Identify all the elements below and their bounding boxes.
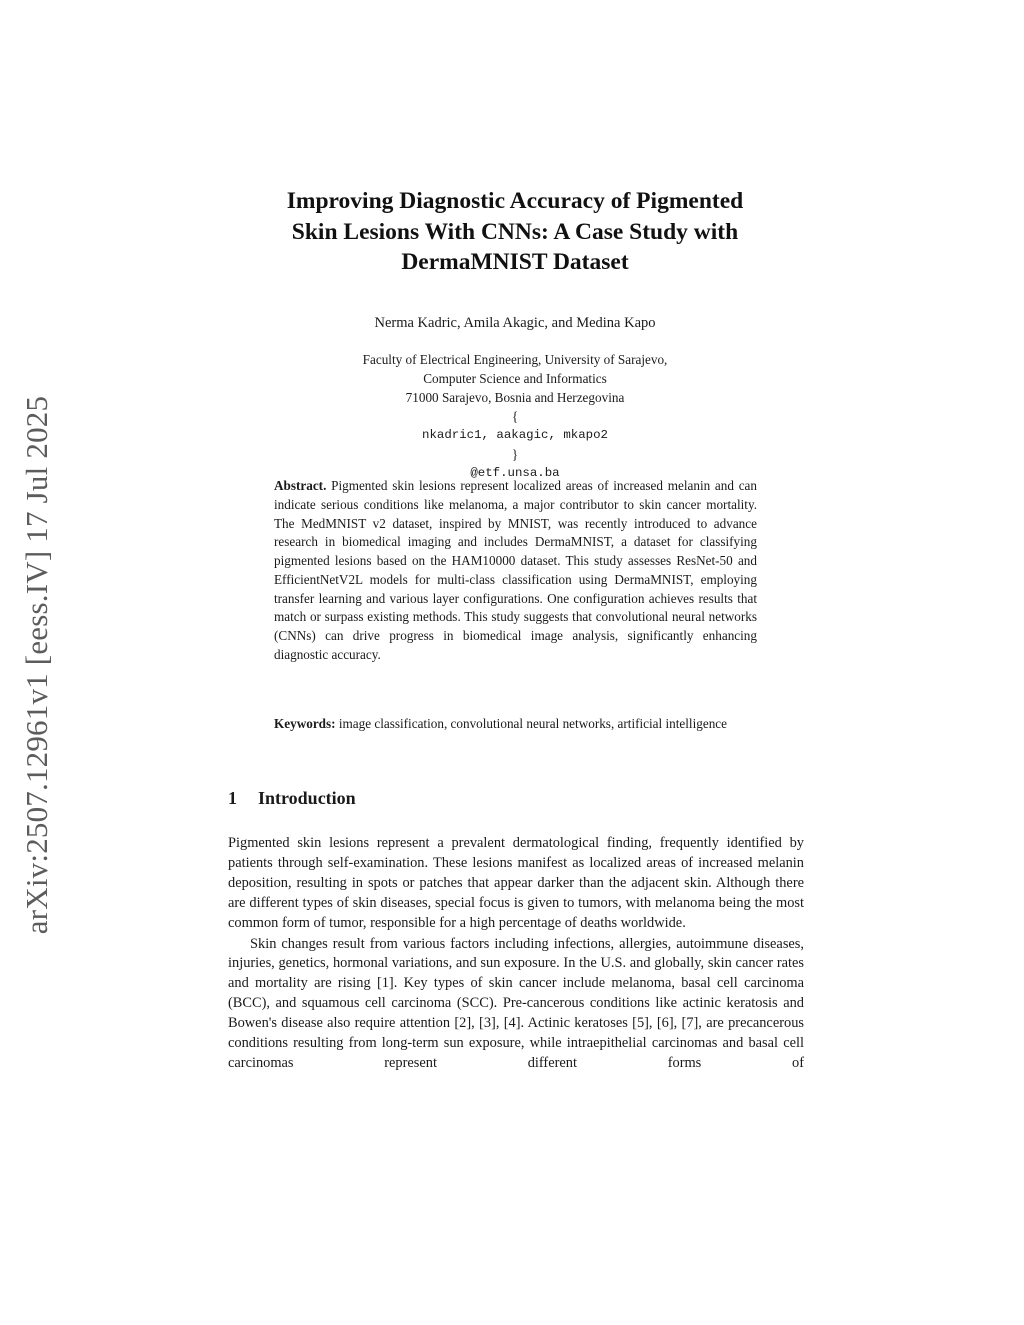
paper-title (200, 186, 830, 278)
affiliation-line-2: Computer Science and Informatics (423, 371, 607, 386)
arxiv-side-stamp (12, 370, 62, 960)
section-title: Introduction (258, 788, 356, 808)
abstract (274, 477, 757, 665)
abstract-text: Pigmented skin lesions represent localized areas of increased melanin and can indicate serious conditions like melanoma, a major contributor to skin cancer mortality. The MedMNIST v2 dataset, inspired by MNIST, was recently introduced to advance research in biomedical imaging and includes DermaMNIST, a dataset for classifying pigmented lesions based on the HAM10000 dataset. This study assesses ResNet-50 and EfficientNetV2L models for multi-class classification using DermaMNIST, employing transfer learning and various layer configurations. One configuration achieves results that match or surpass existing methods. This study suggests that convolutional neural networks (CNNs) can drive progress in biomedical image analysis, significantly enhancing diagnostic accuracy. (274, 478, 758, 662)
affiliation-line-1: Faculty of Electrical Engineering, University of Sarajevo, (362, 352, 668, 367)
author-emails (200, 407, 830, 483)
title-line-1: Improving Diagnostic Accuracy of Pigmented (286, 188, 744, 214)
section-heading (228, 788, 356, 809)
abstract-label: Abstract. (274, 478, 327, 493)
keywords-text: image classification, convolutional neural networks, artificial intelligence (338, 716, 728, 731)
keywords-label: Keywords: (274, 716, 336, 731)
email-brace-close: } (511, 447, 519, 462)
title-line-2: Skin Lesions With CNNs: A Case Study with (291, 218, 739, 245)
affiliation-line-3: 71000 Sarajevo, Bosnia and Herzegovina (405, 390, 625, 405)
email-brace-open: { (511, 409, 519, 424)
keywords (274, 715, 757, 734)
section-number: 1 (228, 788, 237, 808)
affiliation-block (200, 350, 830, 483)
email-usernames: nkadric1, aakagic, mkapo2 (422, 428, 608, 442)
paragraph-1: Pigmented skin lesions represent a prevalent dermatological finding, frequently identified by patients through self-examination. These lesions manifest as localized areas of increased melanin deposition, resulting in spots or patches that appear darker than the adjacent skin. Although there are different types of skin diseases, special focus is given to tumors, with melanoma being the most common form of tumor, responsible for a high percentage of deaths worldwide. (228, 835, 804, 931)
author-list: Nerma Kadric, Amila Akagic, and Medina Kapo (374, 315, 656, 331)
title-line-3: DermaMNIST Dataset (401, 249, 629, 275)
email-domain: @etf.unsa.ba (470, 466, 560, 480)
body-text (228, 834, 804, 1074)
paragraph-2: Skin changes result from various factors including infections, allergies, autoimmune diseases, injuries, genetics, hormonal variations, and sun exposure. In the U.S. and globally, skin cancer rates and mortality are rising [1]. Key types of skin cancer include melanoma, basal cell carcinoma (BCC), and squamous cell carcinoma (SCC). Pre-cancerous conditions like actinic keratosis and Bowen's disease also require attention [2], [3], [4]. Actinic keratoses [5], [6], [7], are precancerous conditions resulting from long-term sun exposure, while intraepithelial carcinomas and basal cell carcinomas represent different forms of (228, 935, 804, 1071)
arxiv-identifier: arXiv:2507.12961v1 [eess.IV] 17 Jul 2025 (19, 395, 55, 935)
